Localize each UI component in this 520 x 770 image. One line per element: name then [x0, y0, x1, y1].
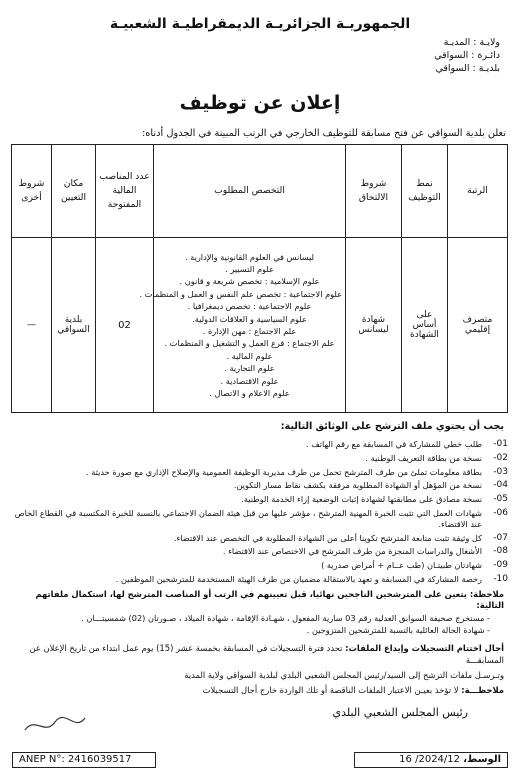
intro-text: تعلن بلدية السواقي عن فتح مسابقة للتوظيف الخارجي في الرتب المبينة في الجدول أدناه:	[142, 128, 506, 139]
specialty-item: علوم الاجتماعية : تخصص علم النفس و العمل و المنظمات .	[139, 288, 342, 299]
item-number: 04-	[493, 480, 508, 491]
list-item	[12, 508, 508, 530]
specialty-item: علم الاجتماع : مهن الإدارة .	[202, 326, 297, 336]
note2-line	[12, 684, 504, 696]
specialty-item: علوم الاعلام و الاتصال .	[209, 388, 290, 399]
item-number: 10-	[493, 573, 508, 584]
signature-scribble	[20, 712, 90, 738]
admin-line-wilaya: ولايـة : المديـة	[443, 37, 500, 48]
specialty-item: علوم التجارية .	[224, 363, 275, 374]
admin-line-daira: دائـرة : السواقي	[434, 50, 500, 61]
note2-text: لا تؤخذ بعيـن الاعتبار الملفات الناقصة أو تلك الواردة خارج أجال التسجيلات	[202, 684, 459, 695]
list-item	[12, 467, 508, 478]
item-text: كل وثيقة تثبت متابعة المترشح تكوينا أعلى من الشهادة المطلوبة في التخصص عند الاقتضاء.	[173, 532, 482, 543]
specialty-item: علوم الاقتصادية .	[220, 375, 279, 386]
item-text: الأشغال والدراسات المنجزة من طرف المترشح في الاختصاص عند الاقتضاء .	[222, 546, 482, 557]
documents-list	[12, 439, 508, 585]
cell-posts: 02	[96, 238, 154, 413]
specialty-item: علوم الاجتماعية : تخصص ديمغرافيا .	[187, 301, 312, 312]
submission-line: وتـرسـل ملفات الترشح إلى السيد/رئيس المجلس الشعبي البلدي لبلدية السواقي ولاية المدية	[184, 669, 504, 680]
deadline-label: أجال اختتام التسجيلات وإيداع الملفات:	[345, 642, 504, 653]
header-specialty: التخصص المطلوب	[154, 145, 346, 238]
cell-mode: على أساس الشهادة	[402, 238, 448, 413]
item-number: 07-	[493, 532, 508, 543]
deadline-section	[12, 642, 504, 696]
specialty-item: علوم الإسلامية : تخصص شريعة و قانون .	[179, 276, 320, 287]
cell-place: بلدية السواقي	[52, 238, 96, 413]
note-bullet-text: شهادة الحالة العائلية بالنسبة للمترشحين المتزوجين .	[306, 624, 485, 635]
positions-table	[11, 144, 508, 413]
header-posts: عدد المناصب المالية المفتوحة	[96, 145, 154, 238]
cell-rank: متصرف إقليمي	[448, 238, 508, 413]
header-mode: نمط التوظيف	[402, 145, 448, 238]
table-header-row	[12, 145, 508, 238]
specialty-item: علوم المالية .	[226, 350, 273, 361]
item-number: 01-	[493, 439, 508, 449]
item-text: نسخة من المؤهل أو الشهادة المطلوبة مرفقة بكشف نقاط مسار التكوين.	[233, 480, 482, 491]
signature-title: رئيس المجلس الشعبي البلدي	[332, 705, 468, 719]
header-rank: الرتبة	[448, 145, 508, 238]
list-item	[12, 546, 508, 557]
specialty-item: ليسانس في العلوم القانونية والإدارية .	[184, 251, 315, 262]
item-number: 05-	[493, 494, 508, 505]
list-item	[12, 494, 508, 505]
admin-line-commune: بلديـة : السواقي	[435, 63, 500, 74]
list-item	[12, 439, 508, 450]
item-number: 06-	[493, 507, 508, 518]
list-item	[12, 574, 508, 585]
item-text: نسخة مصادق على مطابقتها لشهادة إثبات الوضعية إزاء الخدمة الوطنية.	[241, 494, 482, 505]
item-number: 02-	[493, 452, 508, 463]
newspaper-name: الوسط،	[463, 754, 501, 765]
anep-number: ANEP N°: 2416039517	[12, 752, 156, 768]
item-number: 09-	[493, 560, 508, 571]
note-bullet: - شهادة الحالة العائلية بالنسبة للمترشحين المتزوجين .	[306, 624, 490, 635]
newspaper-date	[354, 752, 508, 768]
note2-label: ملاحظـــة:	[461, 684, 504, 695]
header-conditions: شروط الالتحاق	[346, 145, 402, 238]
header-place: مكان التعيين	[52, 145, 96, 238]
cell-other: —	[12, 238, 52, 413]
item-number: 03-	[493, 466, 508, 477]
announcement-title: إعلان عن توظيف	[179, 92, 341, 114]
successful-candidates-note: ملاحظة: يتعين على المترشحين الناجحين نهائيا، قبل تعيينهم في الرتب أو المناصب المترشح لها، استكمال ملفاتهم التالية:	[35, 588, 504, 610]
list-item	[12, 480, 508, 491]
list-item	[12, 533, 508, 544]
list-item	[12, 560, 508, 571]
item-text: نسخة من بطاقة التعريف الوطنية .	[365, 452, 482, 463]
list-item	[12, 453, 508, 464]
deadline-text: تحدد فترة التسجيلات في المسابقة بخمسة عشر (15) يوم عمل ابتداء من تاريخ الإعلان عن المسابقـــة	[29, 642, 504, 665]
cell-conditions: شهادة ليسانس	[346, 238, 402, 413]
header-other: شروط أخرى	[12, 145, 52, 238]
administrative-header	[434, 36, 500, 75]
republic-heading: الجمهوريـة الجزائريـة الديمقراطيـة الشعبيـة	[109, 16, 411, 32]
item-text: شهادات العمل التي تثبت الخبرة المهنية المترشح ، مؤشر عليها من قبل هيئة الضمان الاجتماعي بالنسبة للخبرة المكتسبة في القطاع الخاص عند الاقتضاء.	[14, 507, 482, 529]
publication-date: 2024/12/ 16	[399, 754, 461, 765]
publication-footer	[12, 752, 508, 768]
specialty-item: علم الاجتماع : فرع العمل و التشغيل و المنظمات .	[164, 338, 335, 349]
specialty-item: علوم السياسية و العلاقات الدولية.	[192, 313, 307, 324]
requirements-heading: يجب أن يحتوي ملف الترشح على الوثائق التالية:	[280, 421, 504, 432]
note-bullet-text: مستخرج صحيفة السوابق العدلية رقم 03 سارية المفعول ، شهـادة الإقامة ، شهادة الميلاد ، صـورتان (02) شمسيتـــان .	[81, 612, 485, 623]
table-row	[12, 238, 508, 413]
item-text: شهادتان طبيتـان (طب عــام + أمراض صدرية )	[321, 560, 482, 571]
item-text: بطاقة معلومات تملئ من طرف المترشح تحمل من طرف مديرية الوظيفة العمومية والإصلاح الإداري مع صورة حديثة .	[86, 466, 482, 477]
item-text: رخصة المشاركة في المسابقة و تعهد بالاستقالة مضميان من طرف الهيئة المستخدمة للمترشحين الموظفين .	[115, 573, 482, 584]
item-number: 08-	[493, 546, 508, 557]
specialty-item: علوم التسيير .	[225, 263, 274, 274]
item-text: طلب خطي للمشاركة في المسابقة مع رقم الهاتف .	[306, 439, 482, 449]
cell-specialties	[139, 238, 346, 413]
note-bullet: - مستخرج صحيفة السوابق العدلية رقم 03 سارية المفعول ، شهـادة الإقامة ، شهادة الميلاد ، صـورتان (02) شمسيتـــان .	[81, 612, 490, 623]
deadline-line	[12, 642, 504, 666]
